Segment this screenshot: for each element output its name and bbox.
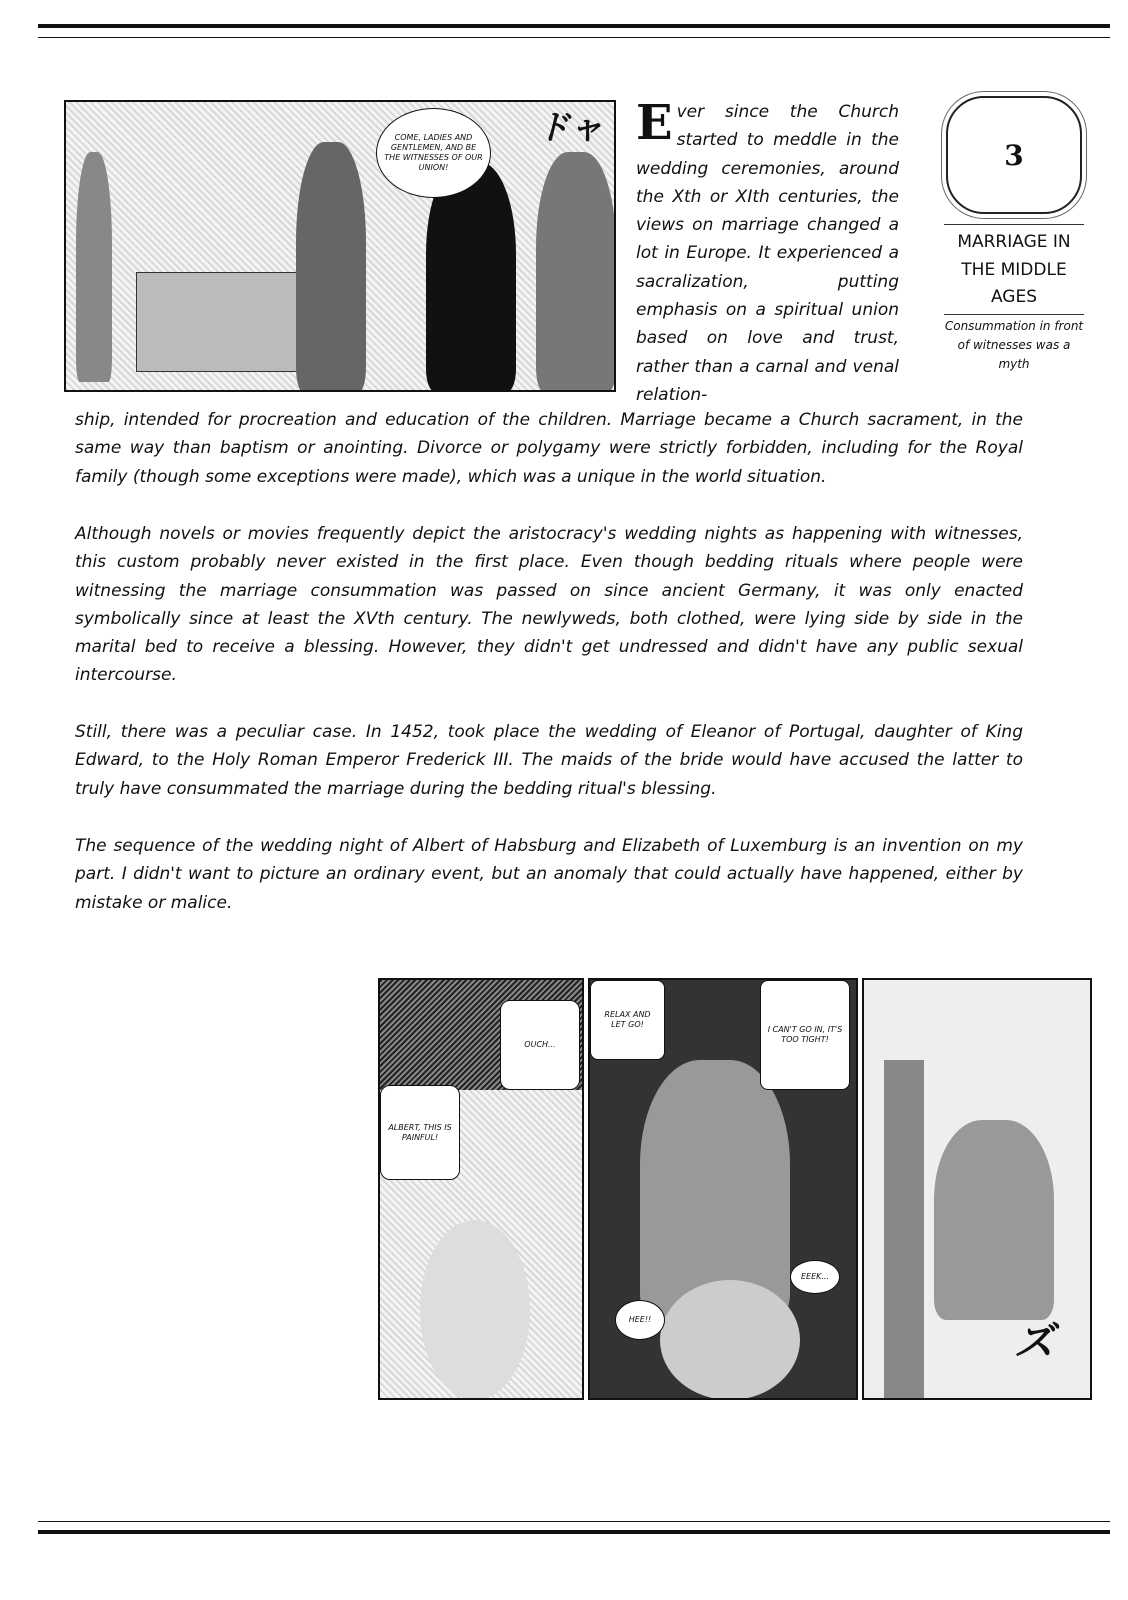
- figure-maid-peeking: [934, 1120, 1054, 1320]
- chapter-number-frame: [946, 96, 1082, 214]
- intro-column: [636, 95, 899, 409]
- manga-panel-bride: [378, 978, 584, 1400]
- figure-maid: [76, 152, 112, 382]
- speech-bubble: COME, LADIES AND GENTLEMEN, AND BE THE WITNESSES OF OUR UNION!: [376, 108, 491, 198]
- speech-hee: HEE!!: [615, 1300, 665, 1340]
- intro-text: ver since the Church started to meddle in the wedding ceremonies, around the Xth or XIth centuries, the views on marriage changed a lot in Europe. It experienced a sacralization, putting emphasis on a spiritual union based on love and trust, rather than a carnal and venal relation-: [636, 102, 899, 405]
- sfx-doya-2: ドャ: [416, 320, 484, 360]
- curtain: [884, 1060, 924, 1400]
- speech-ouch: OUCH...: [500, 1000, 580, 1090]
- paragraph-4: The sequence of the wedding night of Albert of Habsburg and Elizabeth of Luxemburg is an invention on my part. I didn't want to picture an ordinary event, but an anomaly that could actually have happened, either by mistake or malice.: [75, 836, 1023, 913]
- chapter-number: 3: [1004, 138, 1024, 172]
- manga-panel-albert: [588, 978, 858, 1400]
- sidebar-subtitle: Consummation in front of witnesses was a myth: [944, 318, 1084, 371]
- figure-albert: [296, 142, 366, 392]
- sidebar-title: MARRIAGE IN THE MIDDLE AGES: [944, 224, 1084, 315]
- bottom-rule-thick: [38, 1530, 1110, 1534]
- figure-bride: [420, 1220, 530, 1400]
- sfx-zu: ズ: [1014, 1319, 1054, 1365]
- paragraph-2: Although novels or movies frequently depict the aristocracy's wedding nights as happening with witnesses, this custom probably never existed in the first place. Even though bedding rituals where people were witnessing the marriage consummation was passed on since ancient Germany, it was only enacted symbolically since at least the XVth century. The newlyweds, both clothed, were lying side by side in the marital bed to receive a blessing. However, they didn't get undressed and didn't have any public sexual intercourse.: [75, 524, 1023, 686]
- speech-tight: I CAN'T GO IN, IT'S TOO TIGHT!: [760, 980, 850, 1090]
- drop-cap: E: [636, 95, 673, 151]
- speech-albert: ALBERT, THIS IS PAINFUL!: [380, 1085, 460, 1180]
- manga-panel-maid: [862, 978, 1092, 1400]
- sidebar-box: [944, 96, 1084, 374]
- top-rule-thick: [38, 24, 1110, 28]
- paragraph-1: ship, intended for procreation and education of the children. Marriage became a Church sacrament, in the same way than baptism or anointing. Divorce or polygamy were strictly forbidden, including for the Royal family (though some exceptions were made), which was a unique in the world situation.: [75, 410, 1023, 487]
- speech-relax: RELAX AND LET GO!: [590, 980, 665, 1060]
- manga-panel-wedding: [64, 100, 616, 392]
- bottom-rule-thin: [38, 1521, 1110, 1522]
- figure-bride-back: [660, 1280, 800, 1400]
- sfx-doya-1: ドャ: [536, 108, 604, 148]
- figure-guests: [536, 152, 616, 392]
- paragraph-3: Still, there was a peculiar case. In 1452, took place the wedding of Eleanor of Portugal, daughter of King Edward, to the Holy Roman Emperor Frederick III. The maids of the bride would have accused the latter to truly have consummated the marriage during the bedding ritual's blessing.: [75, 722, 1023, 799]
- speech-eeek: EEEK...: [790, 1260, 840, 1294]
- top-rule-thin: [38, 37, 1110, 38]
